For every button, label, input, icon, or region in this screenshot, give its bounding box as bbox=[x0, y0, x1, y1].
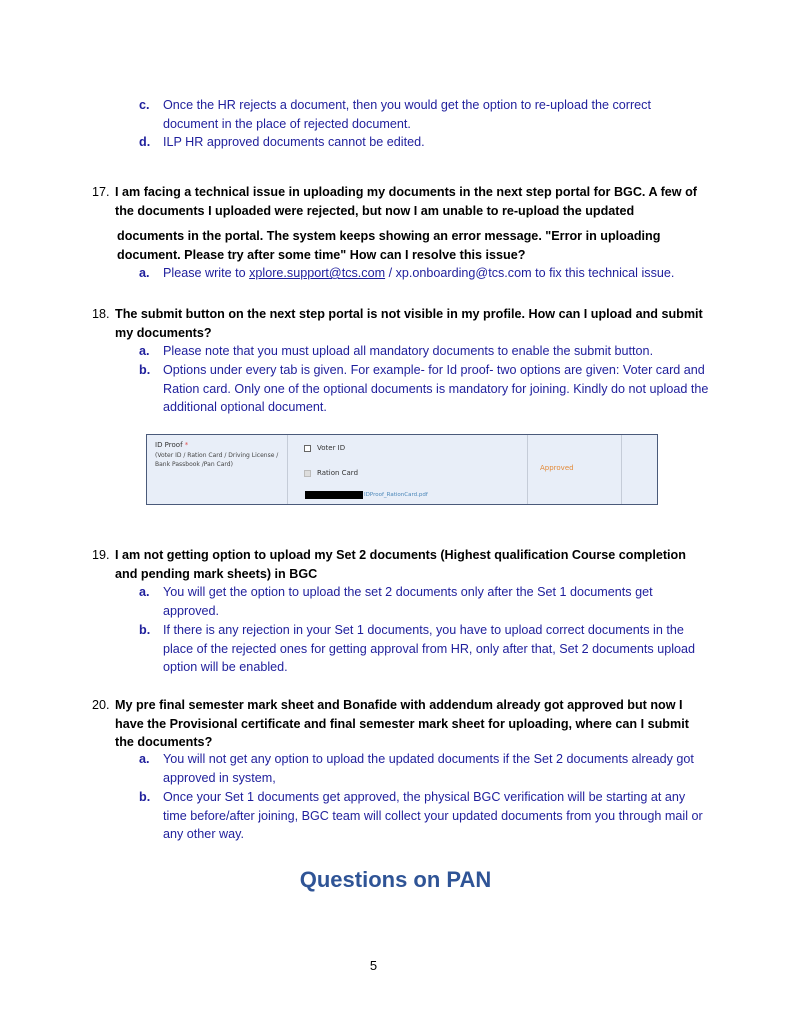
ration-card-checkbox bbox=[304, 470, 311, 477]
answer-text: Once your Set 1 documents get approved, the physical BGC verification will be starting at any time before/after joining, BGC team will collect your updated documents from you through mail or any other way. bbox=[163, 790, 703, 841]
answer-text: Once the HR rejects a document, then you would get the option to re-upload the correct document in the place of rejected document. bbox=[163, 98, 651, 131]
answer-item bbox=[139, 583, 699, 620]
question-text: documents in the portal. The system keeps showing an error message. "Error in uploading document. Please try after some time" How can I resolve this issue? bbox=[117, 229, 661, 262]
answer-suffix: / xp.onboarding@tcs.com to fix this technical issue. bbox=[385, 266, 675, 280]
question-20 bbox=[92, 696, 695, 752]
question-text: I am facing a technical issue in uploading my documents in the next step portal for BGC. A few of the documents I uploaded were rejected, but now I am unable to re-upload the updated bbox=[115, 185, 697, 218]
status-badge: Approved bbox=[540, 464, 574, 472]
answer-text: ILP HR approved documents cannot be edited. bbox=[163, 135, 425, 149]
field-label: ID Proof bbox=[155, 441, 183, 449]
answer-prefix: Please write to bbox=[163, 266, 250, 280]
support-email-link[interactable]: xplore.support@tcs.com bbox=[249, 266, 386, 280]
answer-item bbox=[139, 264, 719, 283]
option-label: Ration Card bbox=[317, 469, 359, 477]
action-cell bbox=[622, 435, 657, 504]
redacted-block bbox=[305, 491, 363, 499]
option-label: Voter ID bbox=[317, 444, 346, 452]
answer-label: a. bbox=[139, 266, 150, 280]
id-proof-label bbox=[155, 441, 188, 450]
question-number: 18. bbox=[92, 307, 110, 321]
answer-text: Options under every tab is given. For example- for Id proof- two options are given: Voter card and Ration card. Only one of the optional documents is mandatory for joining. Kindly do not upload the additional optional document. bbox=[163, 363, 709, 414]
question-17-continued bbox=[117, 227, 687, 264]
question-number: 20. bbox=[92, 698, 110, 712]
answer-item bbox=[139, 133, 699, 152]
answer-item bbox=[139, 788, 709, 844]
page-number: 5 bbox=[369, 958, 378, 973]
answer-label: b. bbox=[139, 623, 151, 637]
id-proof-upload-screenshot bbox=[146, 434, 658, 505]
question-number: 17. bbox=[92, 185, 110, 199]
answer-text: If there is any rejection in your Set 1 documents, you have to upload correct documents in the place of the rejected ones for getting approval from HR, only after that, Set 2 documents upload option will be enabled. bbox=[163, 623, 696, 674]
answer-item bbox=[139, 361, 709, 417]
answer-label: c. bbox=[139, 98, 150, 112]
id-proof-hint: (Voter ID / Ration Card / Driving License / Bank Passbook /Pan Card) bbox=[155, 452, 279, 468]
answer-label: a. bbox=[139, 344, 150, 358]
required-marker: * bbox=[184, 441, 189, 449]
field-label-cell bbox=[147, 435, 288, 504]
voter-id-checkbox[interactable] bbox=[304, 445, 311, 452]
answer-label: d. bbox=[139, 135, 151, 149]
question-text: The submit button on the next step portal is not visible in my profile. How can I upload and submit my documents? bbox=[115, 307, 703, 340]
answer-text: You will not get any option to upload the updated documents if the Set 2 documents already got approved in system, bbox=[163, 752, 694, 785]
question-text: My pre final semester mark sheet and Bonafide with addendum already got approved but now I have the Provisional certificate and final semester mark sheet for uploading, where can I submit the documents? bbox=[115, 698, 689, 749]
question-17 bbox=[92, 183, 700, 220]
question-19 bbox=[92, 546, 695, 583]
question-text: I am not getting option to upload my Set 2 documents (Highest qualification Course completion and pending mark sheets) in BGC bbox=[115, 548, 686, 581]
answer-label: b. bbox=[139, 363, 151, 377]
answer-item bbox=[139, 621, 709, 677]
voter-id-option[interactable] bbox=[304, 444, 345, 452]
answer-text: You will get the option to upload the set 2 documents only after the Set 1 documents get approved. bbox=[163, 585, 653, 618]
section-heading: Questions on PAN bbox=[299, 867, 492, 892]
uploaded-file-link[interactable]: IDProof_RationCard.pdf bbox=[364, 492, 428, 498]
answer-label: b. bbox=[139, 790, 151, 804]
question-18 bbox=[92, 305, 705, 342]
status-cell bbox=[528, 435, 622, 504]
options-cell bbox=[288, 435, 528, 504]
answer-text bbox=[163, 264, 719, 283]
answer-label: a. bbox=[139, 752, 150, 766]
answer-item bbox=[139, 342, 719, 361]
answer-item bbox=[139, 96, 699, 133]
answer-item bbox=[139, 750, 709, 787]
answer-label: a. bbox=[139, 585, 150, 599]
answer-text: Please note that you must upload all mandatory documents to enable the submit button. bbox=[163, 344, 654, 358]
question-number: 19. bbox=[92, 548, 110, 562]
ration-card-option bbox=[304, 469, 358, 477]
